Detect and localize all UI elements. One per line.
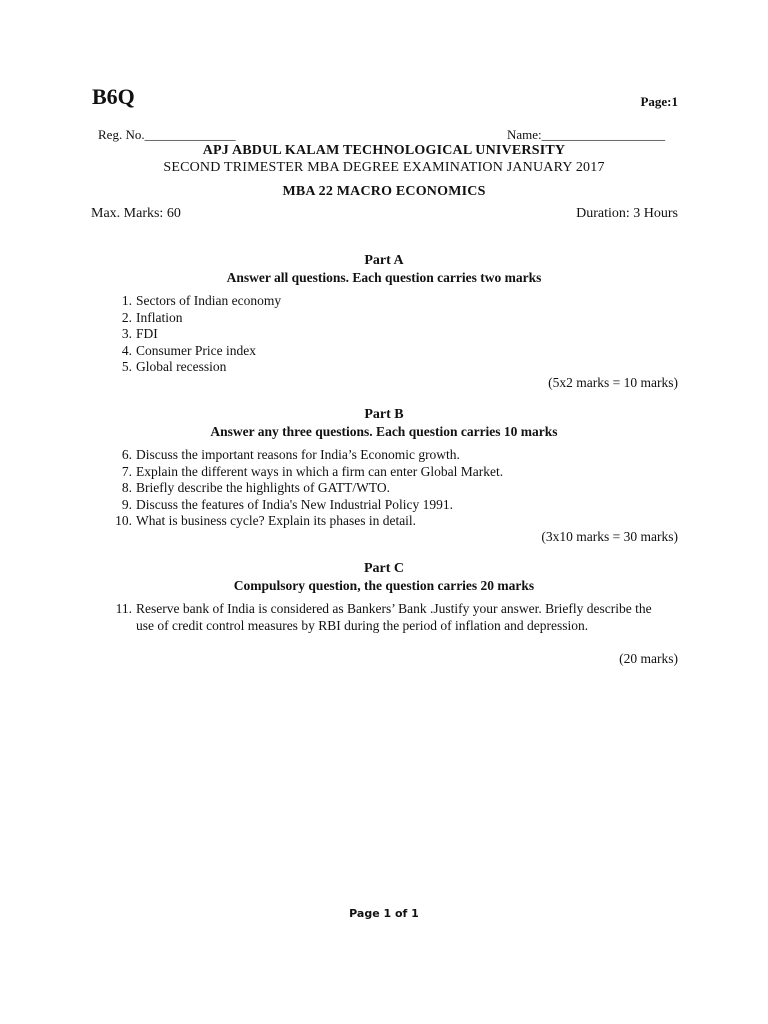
question-text: Consumer Price index [136,342,256,358]
reg-no-field: Reg. No.______________ [98,127,236,142]
question-text: Discuss the features of India's New Industrial Policy 1991. [136,496,453,512]
part-c-marks: (20 marks) [619,651,678,666]
question-item [112,343,672,360]
duration: Duration: 3 Hours [576,206,678,221]
question-number: 1. [121,293,132,308]
question-number: 3. [121,326,132,341]
question-number: 6. [121,447,132,462]
question-item [112,310,672,327]
question-number: 11. [115,601,132,616]
university-name: APJ ABDUL KALAM TECHNOLOGICAL UNIVERSITY [202,143,566,158]
question-item [112,480,682,497]
question-text: FDI [136,326,158,341]
question-number: 8. [121,480,132,495]
part-c-questions [112,601,652,634]
question-text: Global recession [136,359,227,374]
question-item [112,513,682,530]
question-number: 4. [121,342,132,358]
question-text: Briefly describe the highlights of GATT/WTO. [136,480,390,495]
question-number: 9. [121,496,132,512]
question-item [112,497,682,514]
part-a-marks: (5x2 marks = 10 marks) [548,375,678,390]
part-b-title: Part B [364,407,404,422]
page-number: Page:1 [640,94,678,109]
question-text: Reserve bank of India is considered as Bankers’ Bank .Justify your answer. Briefly describe the use of credit control measures by RBI during the period of inflation and depression. [136,601,652,633]
question-number: 7. [121,463,132,479]
question-item [112,293,672,310]
question-item [112,326,672,343]
question-number: 5. [121,359,132,374]
page-footer: Page 1 of 1 [349,907,419,920]
part-a-instruction: Answer all questions. Each question carries two marks [226,270,542,285]
paper-code: B6Q [92,84,135,109]
question-item [112,464,682,481]
part-c-title: Part C [363,561,405,576]
question-number: 2. [121,309,132,325]
question-number: 10. [115,513,132,528]
name-field: Name:___________________ [507,127,666,142]
part-b-questions [112,447,682,530]
question-text: Sectors of Indian economy [136,293,282,308]
question-text: What is business cycle? Explain its phases in detail. [136,513,417,528]
part-a-questions [112,293,672,376]
question-text: Inflation [136,309,183,325]
part-a-title: Part A [364,253,404,268]
question-item [112,601,652,634]
part-c-instruction: Compulsory question, the question carries 20 marks [233,578,535,593]
question-item [112,359,672,376]
question-text: Explain the different ways in which a firm can enter Global Market. [136,463,504,479]
paper-title: MBA 22 MACRO ECONOMICS [282,184,486,199]
question-text: Discuss the important reasons for India’s Economic growth. [136,447,460,462]
question-item [112,447,682,464]
exam-title: SECOND TRIMESTER MBA DEGREE EXAMINATION JANUARY 2017 [163,160,605,175]
part-b-marks: (3x10 marks = 30 marks) [541,529,678,544]
max-marks: Max. Marks: 60 [91,206,181,221]
part-b-instruction: Answer any three questions. Each question carries 10 marks [210,424,558,439]
